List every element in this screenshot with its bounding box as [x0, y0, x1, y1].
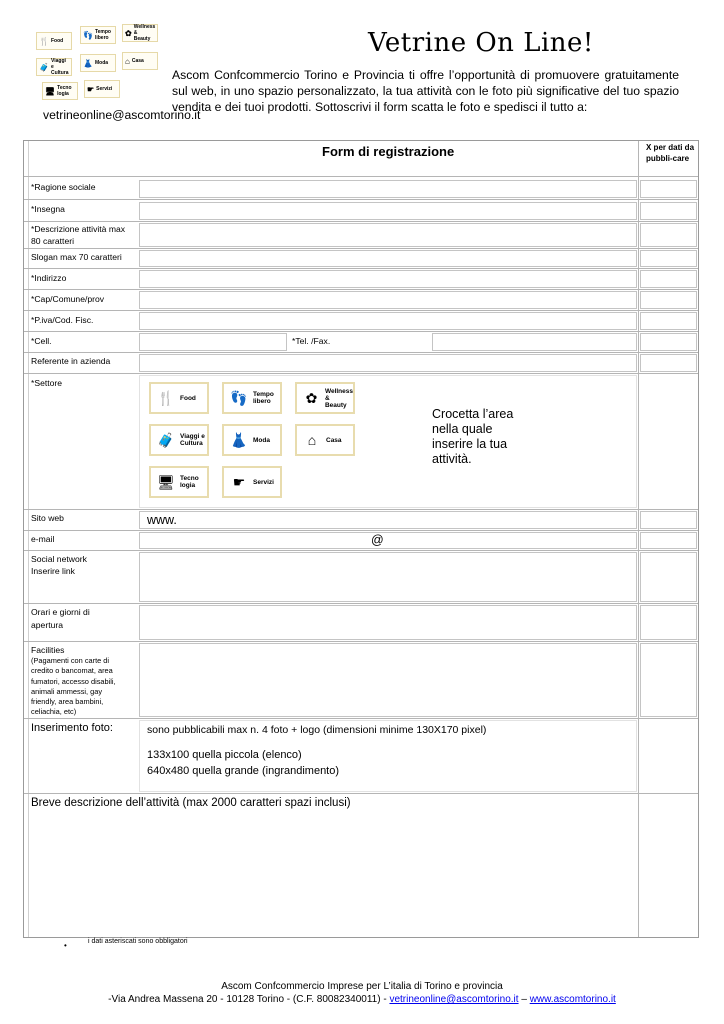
mini-tile-casa: [122, 52, 158, 70]
intro-text: Ascom Confcommercio Torino e Provincia ti offre l’opportunità di promuovere gratuitamente sul web, in uno spazio personalizzato, la tua attività con le foto più significative del tuo spazio vendita e dei tuoi prodotti. Sottoscrivi il form scatta le foto e spedisci il tutto a:: [172, 68, 679, 114]
x-check-social[interactable]: [640, 552, 697, 602]
x-check-piva[interactable]: [640, 312, 697, 330]
footnote: i dati asteriscati sono obbligatori: [88, 938, 188, 945]
facilities-input[interactable]: [139, 643, 637, 717]
tile-label: Moda: [253, 436, 270, 444]
lotus-icon: ✿: [125, 28, 132, 38]
mini-tile-label: Tempo libero: [94, 29, 111, 41]
mini-tile-label: Food: [50, 38, 64, 44]
tile-label: Tecno logia: [180, 475, 199, 489]
form-title: Form di registrazione: [322, 144, 455, 159]
row-divider: [24, 641, 698, 642]
tile-label: Tempo libero: [253, 391, 274, 405]
mini-tile-label: Casa: [131, 58, 144, 64]
footer-line-1: Ascom Confcommercio Imprese per L’italia di Torino e provincia: [221, 981, 503, 992]
x-check-cell[interactable]: [640, 333, 697, 351]
row-divider: [24, 331, 698, 332]
row-divider: [24, 221, 698, 222]
row-divider: [24, 352, 698, 353]
house-icon: ⌂: [307, 432, 317, 448]
page-title: Vetrine On Line!: [368, 28, 594, 58]
label-tel: *Tel. /Fax.: [292, 336, 331, 346]
ragione-sociale-input[interactable]: [139, 180, 637, 198]
x-check-slogan[interactable]: [640, 250, 697, 267]
row-divider: [24, 268, 698, 269]
mini-tile-viaggi: [36, 58, 72, 76]
footer-separator: –: [518, 994, 530, 1005]
cutlery-icon: 🍴: [157, 389, 175, 406]
sito-prefix: www.: [147, 513, 177, 527]
slogan-input[interactable]: [139, 250, 637, 267]
x-check-descrizione[interactable]: [640, 223, 697, 247]
mini-tile-label: Tecno logia: [57, 85, 72, 97]
cap-input[interactable]: [139, 291, 637, 309]
row-divider: [24, 530, 698, 531]
settore-tile-servizi[interactable]: [222, 466, 282, 498]
label-social: Social network Inserire link: [31, 554, 87, 576]
label-indirizzo: *Indirizzo: [31, 273, 67, 283]
mini-tile-label: Moda: [94, 60, 109, 66]
mini-tile-moda: [80, 54, 116, 72]
mini-tile-servizi: [84, 80, 120, 98]
mini-tile-label: Servizi: [96, 86, 113, 92]
label-insegna: *Insegna: [31, 204, 65, 214]
label-ragione-sociale: *Ragione sociale: [31, 182, 96, 192]
flip-flops-icon: 👣: [230, 389, 248, 406]
label-settore: *Settore: [31, 378, 63, 388]
mini-tile-label: Viaggi e Cultura: [50, 58, 69, 76]
tile-label: Servizi: [253, 478, 274, 486]
x-check-facilities[interactable]: [640, 643, 697, 717]
flip-flops-icon: 👣: [83, 30, 93, 40]
mini-tile-food: [36, 32, 72, 50]
foto-line-3: 640x480 quella grande (ingrandimento): [147, 765, 340, 777]
sito-input[interactable]: [139, 511, 637, 529]
label-sito: Sito web: [31, 513, 64, 523]
settore-note: Crocetta l’area nella quale inserire la tua attività.: [432, 407, 514, 466]
insegna-input[interactable]: [139, 202, 637, 220]
row-divider: [24, 603, 698, 604]
service-icon: ☛: [87, 84, 95, 94]
header-divider: [24, 176, 698, 177]
row-divider: [24, 289, 698, 290]
social-input[interactable]: [139, 552, 637, 602]
row-divider: [24, 310, 698, 311]
devices-icon: 🖥: [157, 473, 175, 490]
x-check-ragione[interactable]: [640, 180, 697, 198]
foto-line-1: sono pubblicabili max n. 4 foto + logo (dimensioni minime 130X170 pixel): [147, 724, 487, 736]
label-cap: *Cap/Comune/prov: [31, 294, 105, 304]
referente-input[interactable]: [139, 354, 637, 372]
piva-input[interactable]: [139, 312, 637, 330]
tile-label: Food: [180, 394, 196, 402]
row-divider: [24, 718, 698, 719]
label-piva: *P.iva/Cod. Fisc.: [31, 315, 94, 325]
settore-tile-viaggi[interactable]: [149, 424, 209, 456]
label-descrizione: *Descrizione attività max 80 caratteri: [31, 224, 126, 246]
label-email: e-mail: [31, 534, 55, 544]
x-check-email[interactable]: [640, 532, 697, 549]
settore-tile-tecnologia[interactable]: [149, 466, 209, 498]
label-breve-descrizione: Breve descrizione dell’attività (max 2000 caratteri spazi inclusi): [31, 797, 351, 809]
label-facilities-detail: (Pagamenti con carte di credito o bancomat, area fumatori, accesso disabili, animali ammessi, gay friendly, area bambini, celiachia, etc): [31, 656, 116, 717]
intro-email[interactable]: vetrineonline@ascomtorino.it: [43, 108, 201, 122]
footer-line-2: [0, 994, 724, 1005]
mini-tile-tempo: [80, 26, 116, 44]
tile-label: Viaggi e Cultura: [180, 433, 205, 447]
descrizione-input[interactable]: [139, 223, 637, 247]
header-logo-collage: [36, 22, 164, 104]
settore-area: [139, 375, 637, 508]
row-divider: [24, 793, 698, 794]
mini-tile-wellness: [122, 24, 158, 42]
x-check-sito[interactable]: [640, 511, 697, 529]
cell-input[interactable]: [139, 333, 287, 351]
row-divider: [24, 373, 698, 374]
tel-input[interactable]: [432, 333, 637, 351]
label-slogan: Slogan max 70 caratteri: [31, 252, 122, 262]
email-at-symbol: @: [371, 533, 384, 547]
tile-label: Wellness & Beauty: [324, 387, 353, 409]
row-divider: [24, 509, 698, 510]
settore-tile-casa[interactable]: [295, 424, 355, 456]
suitcase-icon: 🧳: [157, 431, 175, 448]
label-referente: Referente in azienda: [31, 356, 111, 366]
row-divider: [24, 248, 698, 249]
mini-tile-tecno: [42, 82, 78, 100]
x-check-insegna[interactable]: [640, 202, 697, 220]
x-column-header: X per dati da pubbli-care: [646, 143, 695, 163]
label-foto: Inserimento foto:: [31, 722, 113, 734]
settore-tile-tempo-libero[interactable]: [222, 382, 282, 414]
tile-label: Casa: [326, 436, 342, 444]
x-check-orari[interactable]: [640, 605, 697, 640]
label-facilities: Facilities: [31, 645, 65, 655]
mini-tile-label: Wellness & Beauty: [133, 24, 156, 42]
bullet-icon: •: [64, 941, 67, 950]
footer-web-link[interactable]: www.ascomtorino.it: [529, 994, 616, 1005]
dress-icon: 👗: [83, 58, 93, 68]
email-input[interactable]: [139, 532, 637, 549]
devices-icon: 🖥: [45, 86, 56, 96]
row-divider: [24, 550, 698, 551]
x-check-cap[interactable]: [640, 291, 697, 309]
foto-line-2: 133x100 quella piccola (elenco): [147, 749, 302, 761]
footer-email-link[interactable]: vetrineonline@ascomtorino.it: [389, 994, 519, 1005]
suitcase-icon: 🧳: [39, 62, 49, 72]
indirizzo-input[interactable]: [139, 270, 637, 288]
row-divider: [24, 199, 698, 200]
label-orari: Orari e giorni di apertura: [31, 607, 90, 630]
house-icon: ⌂: [125, 56, 130, 66]
x-check-referente[interactable]: [640, 354, 697, 372]
settore-tile-food[interactable]: [149, 382, 209, 414]
lotus-icon: ✿: [305, 389, 318, 406]
breve-descrizione-input[interactable]: [29, 812, 698, 936]
footer-address: -Via Andrea Massena 20 - 10128 Torino - (C.F. 80082340011) -: [108, 994, 390, 1005]
orari-input[interactable]: [139, 605, 637, 640]
dress-icon: 👗: [230, 431, 248, 448]
settore-tile-wellness[interactable]: [295, 382, 355, 414]
service-icon: ☛: [232, 473, 246, 490]
x-check-indirizzo[interactable]: [640, 270, 697, 288]
label-cell: *Cell.: [31, 336, 52, 346]
cutlery-icon: 🍴: [39, 36, 49, 46]
settore-tile-moda[interactable]: [222, 424, 282, 456]
